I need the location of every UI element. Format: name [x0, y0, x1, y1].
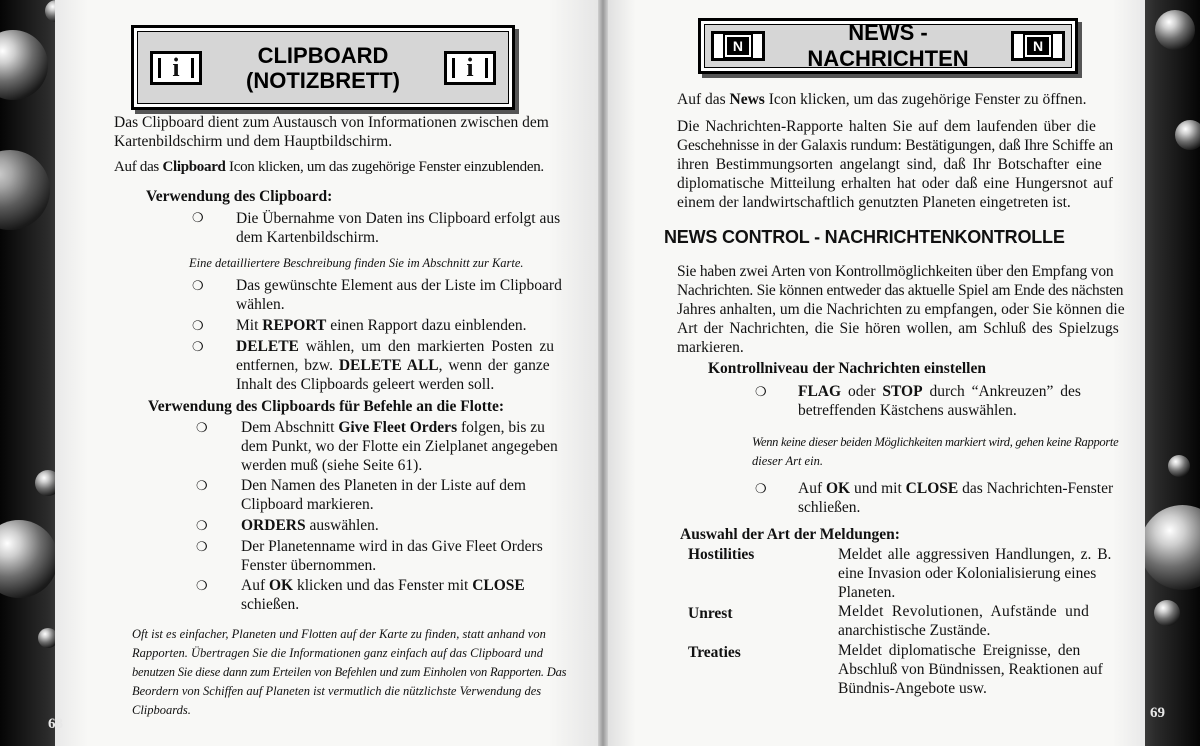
body-line: Sie haben zwei Arten von Kontrollmöglichkeiten über den Empfang von [677, 263, 1114, 280]
bullet-text: dem Punkt, wo der Flotte ein Zielplanet angegeben [241, 438, 558, 455]
body-line: einem der landwirtschaftlich genutzten Planeten eingetreten ist. [677, 194, 1071, 211]
bullet-icon: ❍ [192, 319, 204, 334]
body-line: Auf das News Icon klicken, um das zugehörige Fenster zu öffnen. [677, 91, 1087, 108]
term-description: Meldet alle aggressiven Handlungen, z. B. [838, 546, 1112, 563]
news-title-box [698, 18, 1078, 74]
book-spine [598, 0, 608, 746]
body-line: Die Nachrichten-Rapporte halten Sie auf dem laufenden über die [677, 118, 1096, 135]
bullet-icon: ❍ [755, 385, 767, 400]
bullet-text: DELETE wählen, um den markierten Posten zu [236, 338, 555, 355]
bullet-text: Auf OK klicken und das Fenster mit CLOSE [241, 577, 525, 594]
tip-text: Oft ist es einfacher, Planeten und Flotten auf der Karte zu finden, statt anhand von [132, 627, 546, 641]
bullet-text: schießen. [241, 596, 300, 613]
body-line: ihren Bestimmungsorten angelangt sind, daß Ihr Botschafter eine [677, 156, 1102, 173]
bullet-text: werden muß (siehe Seite 61). [241, 457, 423, 474]
body-line: Geschehnisse in der Galaxis rundum: Bestätigungen, daß Ihre Schiffe an [677, 137, 1113, 154]
bullet-icon: ❍ [192, 340, 204, 355]
bullet-text: betreffenden Kästchens auswählen. [798, 402, 1017, 419]
tip-text: benutzen Sie diese dann zum Erteilen von Befehlen und zum Einholen von Rapporten. Das [132, 665, 567, 679]
bullet-text: ORDERS auswählen. [241, 517, 379, 534]
page-title: CLIPBOARD (NOTIZBRETT) [246, 42, 400, 93]
sphere-decoration [1154, 600, 1180, 626]
bullet-icon: ❍ [192, 279, 204, 294]
sphere-decoration [1168, 455, 1190, 477]
term-hostilities: Hostilities [688, 546, 755, 563]
note-text: dieser Art ein. [752, 454, 823, 468]
term-description: anarchistische Zustände. [838, 622, 991, 639]
page-title: NEWS - NACHRICHTEN [807, 20, 969, 71]
intro-line: Auf das Clipboard Icon klicken, um das zugehörige Fenster einzublenden. [114, 159, 544, 175]
bullet-icon: ❍ [196, 479, 208, 494]
news-icon: N [711, 31, 765, 61]
bullet-text: Das gewünschte Element aus der Liste im Clipboard [236, 277, 562, 294]
types-heading: Auswahl der Art der Meldungen: [680, 526, 900, 543]
body-line: Jahres anhalten, um die Nachrichten zu empfangen, oder Sie können die [677, 301, 1125, 318]
sub-heading: Kontrollniveau der Nachrichten einstellen [708, 360, 986, 377]
section-heading: NEWS CONTROL - NACHRICHTENKONTROLLE [664, 227, 1065, 247]
sphere-decoration [0, 150, 50, 230]
bullet-text: Inhalt des Clipboards geleert werden soll. [236, 376, 495, 393]
bullet-icon: ❍ [192, 211, 204, 226]
bullet-icon: ❍ [196, 519, 208, 534]
bullet-text: Den Namen des Planeten in der Liste auf dem [241, 477, 526, 494]
clipboard-title-box [131, 25, 515, 110]
body-line: Nachrichten. Sie können entweder das aktuelle Spiel am Ende des nächsten [677, 282, 1124, 299]
term-description: Planeten. [838, 584, 896, 601]
bullet-text: Auf OK und mit CLOSE das Nachrichten-Fenster [798, 480, 1114, 497]
term-description: Bündnis-Angebote usw. [838, 680, 987, 697]
note-text: Wenn keine dieser beiden Möglichkeiten markiert wird, gehen keine Rapporte [752, 435, 1119, 449]
bullet-text: schließen. [798, 499, 861, 516]
bullet-icon: ❍ [196, 540, 208, 555]
bullet-text: Fenster übernommen. [241, 557, 377, 574]
term-description: Meldet diplomatische Ereignisse, den [838, 642, 1081, 659]
bullet-icon: ❍ [196, 421, 208, 436]
tip-text: Beordern von Schiffen auf Planeten ist vermutlich die nützlichste Verwendung des [132, 684, 542, 698]
bullet-text: Clipboard markieren. [241, 496, 374, 513]
page-number: 68 [48, 716, 63, 732]
bullet-text: entfernen, bzw. DELETE ALL, wenn der ganze [236, 357, 550, 374]
section-heading: Verwendung des Clipboards für Befehle an die Flotte: [148, 398, 505, 415]
sphere-decoration [1155, 10, 1195, 50]
intro-line: Kartenbildschirm und dem Hauptbildschirm. [114, 133, 393, 150]
info-icon: i [150, 51, 202, 85]
term-unrest: Unrest [688, 605, 733, 622]
body-line: diplomatische Mitteilung erhalten hat oder daß eine Hungersnot auf [677, 175, 1114, 192]
bullet-text: Die Übernahme von Daten ins Clipboard erfolgt aus [236, 210, 561, 227]
term-description: Abschluß von Bündnissen, Reaktionen auf [838, 661, 1103, 678]
term-description: eine Invasion oder Kolonialisierung eines [838, 565, 1097, 582]
bullet-text: dem Kartenbildschirm. [236, 229, 379, 246]
bullet-text: Mit REPORT einen Rapport dazu einblenden. [236, 317, 527, 334]
sphere-decoration [1140, 505, 1200, 590]
sphere-decoration [1175, 120, 1200, 150]
info-icon: i [444, 51, 496, 85]
term-treaties: Treaties [688, 644, 741, 661]
body-line: markieren. [677, 339, 744, 356]
bullet-icon: ❍ [196, 579, 208, 594]
bullet-text: FLAG oder STOP durch “Ankreuzen” des [798, 383, 1081, 400]
bullet-icon: ❍ [755, 482, 767, 497]
term-description: Meldet Revolutionen, Aufstände und [838, 603, 1090, 620]
bullet-text: Der Planetenname wird in das Give Fleet Orders [241, 538, 543, 555]
body-line: Art der Nachrichten, die Sie hören wollen, am Schluß des Spielzugs [677, 320, 1119, 337]
section-heading: Verwendung des Clipboard: [146, 188, 333, 205]
page-number: 69 [1150, 705, 1165, 721]
tip-text: Clipboards. [132, 703, 191, 717]
bullet-text: Dem Abschnitt Give Fleet Orders folgen, bis zu [241, 419, 545, 436]
bullet-text: wählen. [236, 296, 285, 313]
tip-text: Rapporten. Übertragen Sie die Informationen ganz einfach auf das Clipboard und [132, 646, 543, 660]
news-icon: N [1011, 31, 1065, 61]
note-text: Eine detailliertere Beschreibung finden Sie im Abschnitt zur Karte. [189, 256, 524, 270]
sphere-decoration [0, 520, 58, 598]
sphere-decoration [0, 30, 48, 100]
intro-line: Das Clipboard dient zum Austausch von Informationen zwischen dem [114, 114, 549, 131]
